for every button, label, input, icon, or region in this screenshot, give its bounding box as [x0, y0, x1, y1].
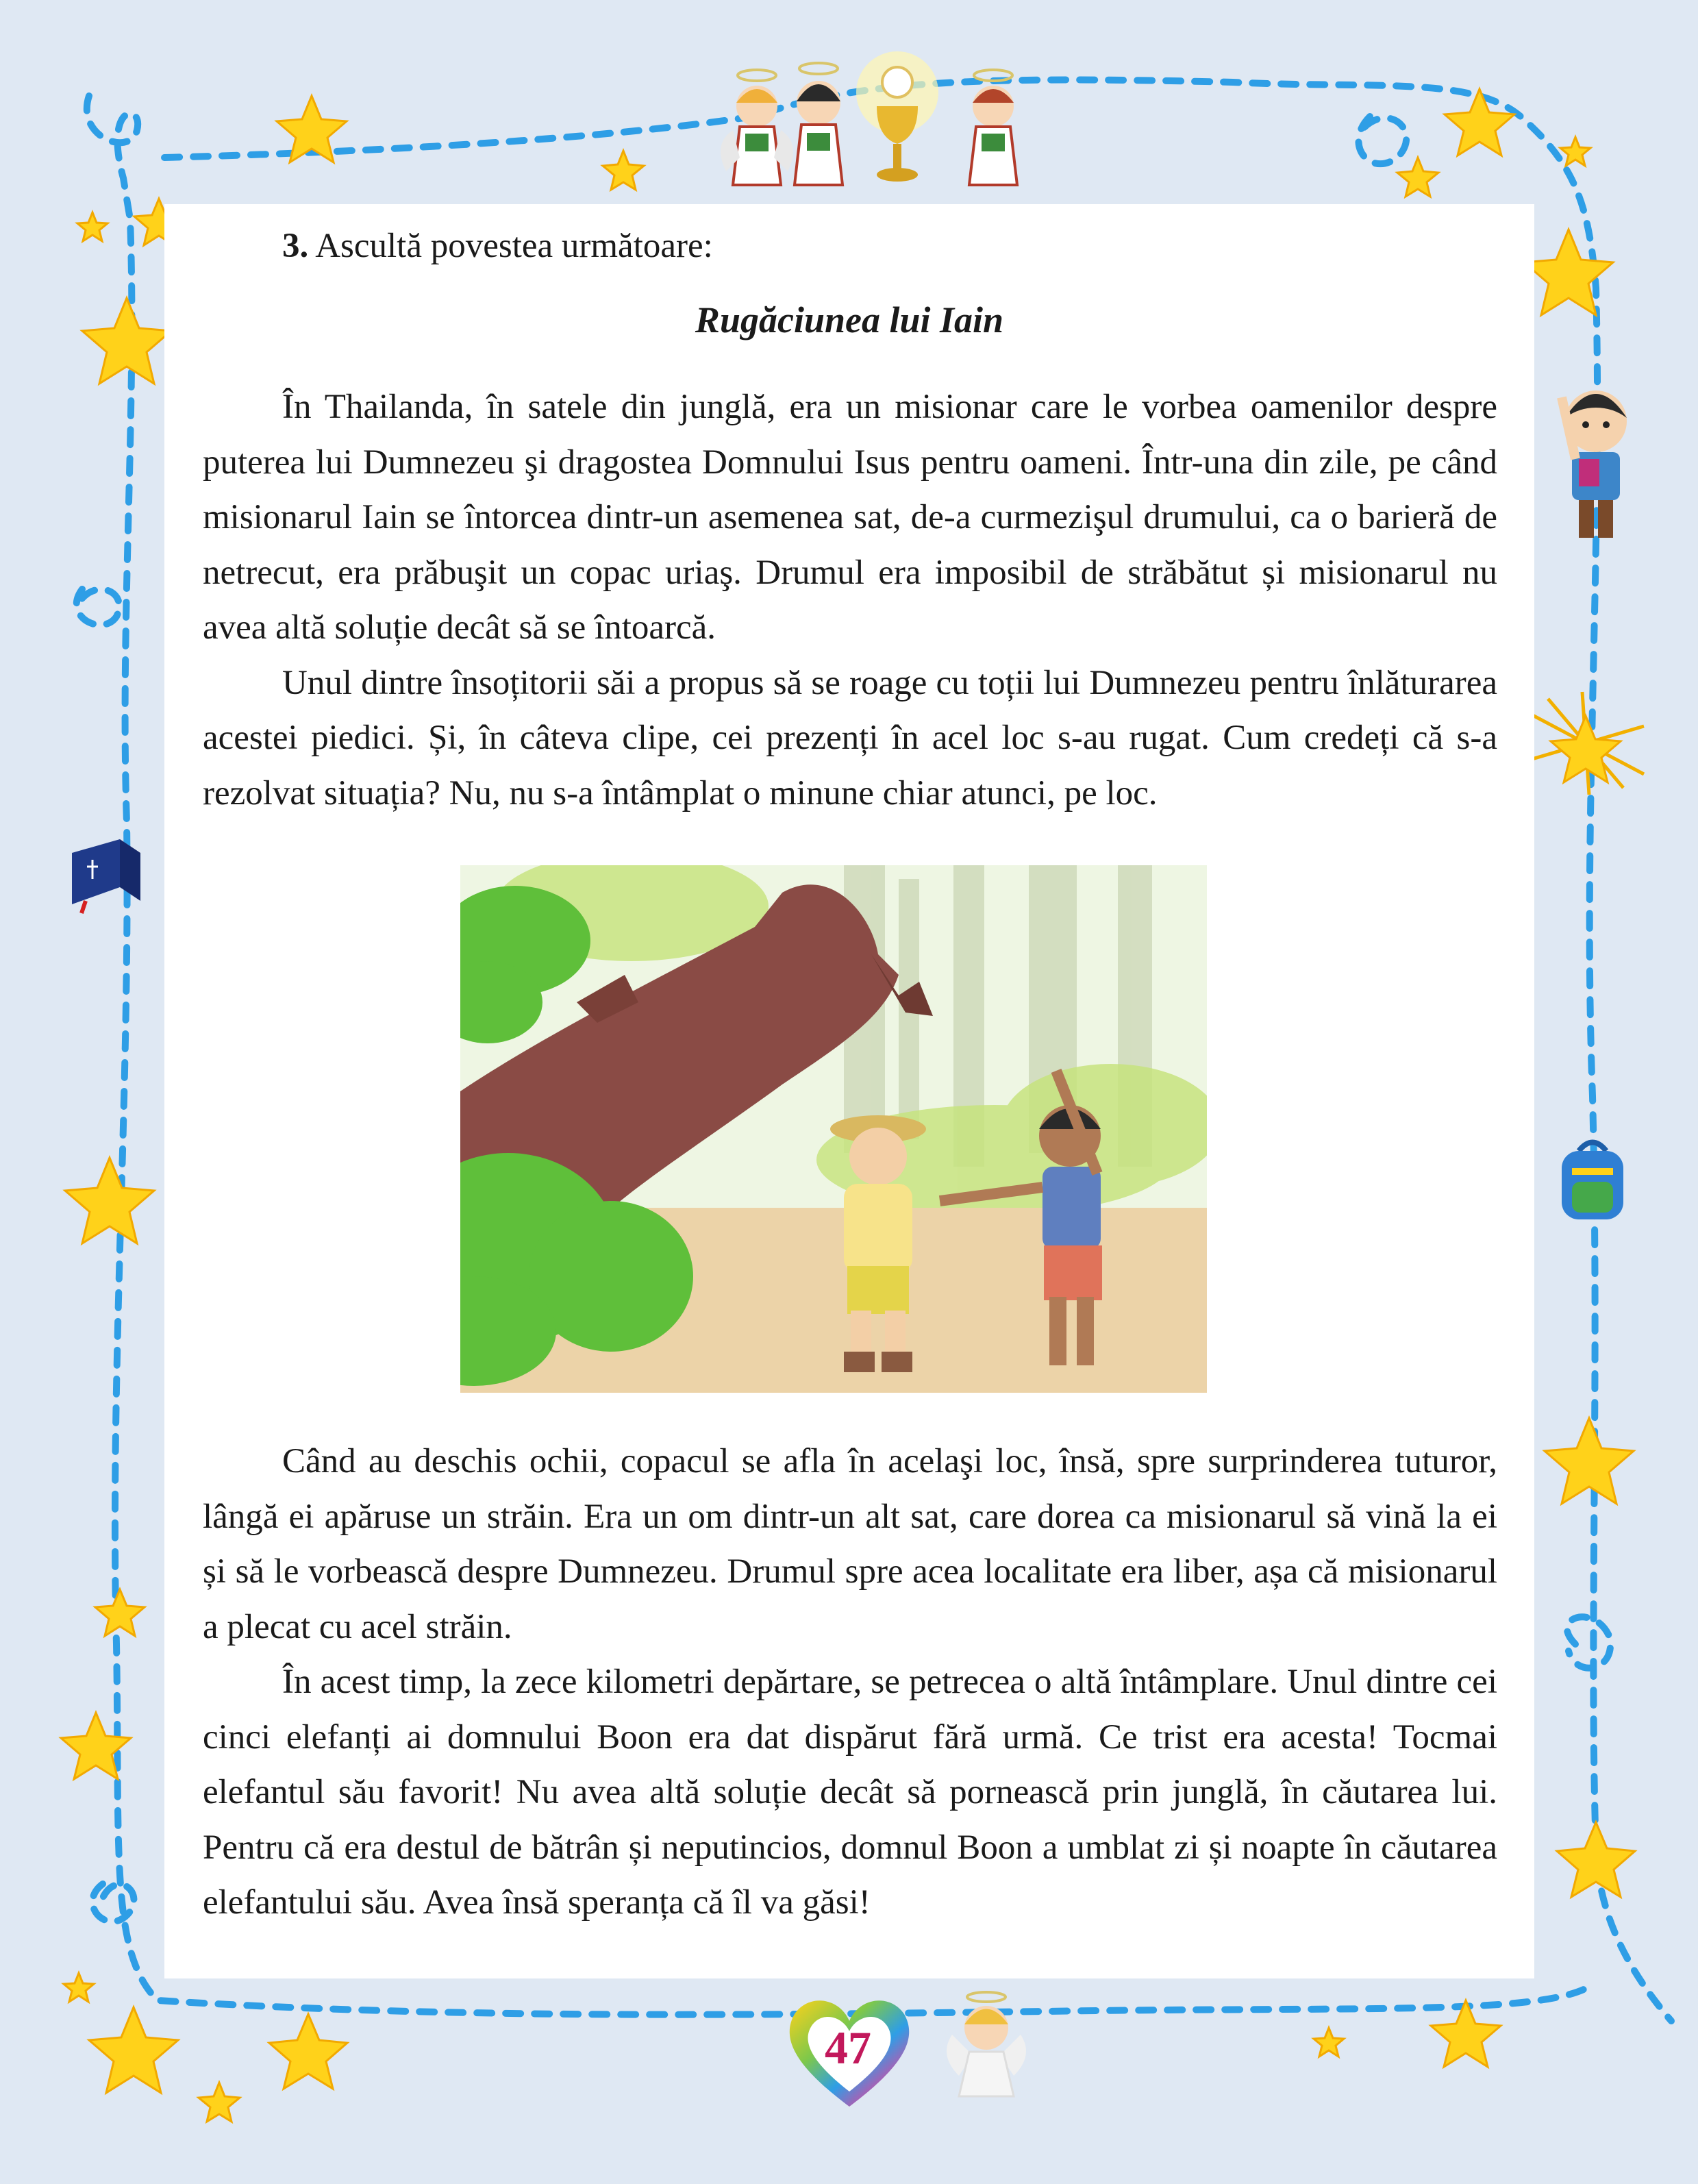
angels-header	[706, 48, 1062, 199]
exercise-instruction: Ascultă povestea următoare:	[315, 227, 713, 265]
boy-icon	[1541, 384, 1651, 548]
star-icon	[82, 298, 171, 384]
paragraph: Unul dintre însoțitorii săi a propus să se roage cu toții lui Dumnezeu pentru înlăturarea acestei piedici. Și, în câteva clipe, cei prezenți în acel loc s-au rugat. Cum credeți că s-a rezolvat situația? Nu, nu s-a întâmplat o minune chiar atunci, pe loc.	[203, 663, 1497, 812]
star-icon	[199, 2083, 240, 2122]
chalice-icon	[856, 51, 938, 182]
story-text-top	[203, 380, 1497, 821]
paragraph: În Thailanda, în satele din junglă, era un misionar care le vorbea oamenilor despre puterea lui Dumnezeu şi dragostea Domnului Isus pentru oameni. Într-una din zile, pe când misionarul Iain se întorcea dintr-un asemenea sat, de-a curmezişul drumului, ca o barieră de netrecut, era prăbuşit un copac uriaş. Drumul era imposibil de străbătut și misionarul nu avea altă soluție decât să se întoarcă.	[203, 388, 1497, 647]
page-content	[164, 204, 1534, 1978]
star-icon	[77, 212, 108, 241]
star-icon	[65, 1158, 154, 1243]
story-title: Rugăciunea lui Iain	[695, 299, 1004, 340]
star-icon	[89, 2007, 178, 2093]
paragraph: Când au deschis ochii, copacul se afla în acelaşi loc, însă, spre surprinderea tuturor, lângă ei apăruse un străin. Era un om dintr-un alt sat, care dorea ca misionarul să vină la ei și să le vorbească despre Dumnezeu. Drumul spre acea localitate era liber, așa că misionarul a plecat cu acel străin.	[203, 1442, 1497, 1646]
star-icon	[1397, 158, 1438, 197]
star-icon	[269, 2014, 347, 2089]
star-icon	[1545, 1418, 1634, 1504]
paragraph: În acest timp, la zece kilometri depărtare, se petrecea o altă întâmplare. Unul dintre cei cinci elefanți ai domnului Boon era dat dispărut fără urmă. Ce trist era acesta! Tocmai elefantul său favorit! Nu avea altă soluție decât să pornească prin junglă, în căutarea lui. Pentru că era destul de bătrân și neputincios, domnul Boon a umblat zi și noapte în căutarea elefantului său. Avea însă speranța că îl va găsi!	[203, 1663, 1497, 1922]
star-icon	[1314, 2028, 1344, 2057]
exercise-number: 3.	[282, 227, 309, 265]
angel-icon	[721, 70, 793, 185]
angel-icon	[795, 63, 842, 185]
backpack-icon	[1551, 1137, 1634, 1226]
star-icon	[1524, 229, 1613, 315]
angel-icon	[938, 1987, 1041, 2103]
story-text-bottom	[203, 1434, 1497, 1931]
star-icon	[603, 151, 644, 190]
page-number: 47	[825, 2022, 871, 2074]
star-icon	[1560, 137, 1590, 166]
story-illustration	[460, 865, 1207, 1393]
star-icon	[95, 1589, 145, 1636]
bible-icon	[65, 832, 147, 915]
star-icon	[1445, 89, 1514, 156]
star-icon	[64, 1973, 94, 2002]
exercise-header	[282, 226, 713, 266]
star-icon	[1557, 1822, 1635, 1897]
angel-icon	[969, 70, 1017, 185]
